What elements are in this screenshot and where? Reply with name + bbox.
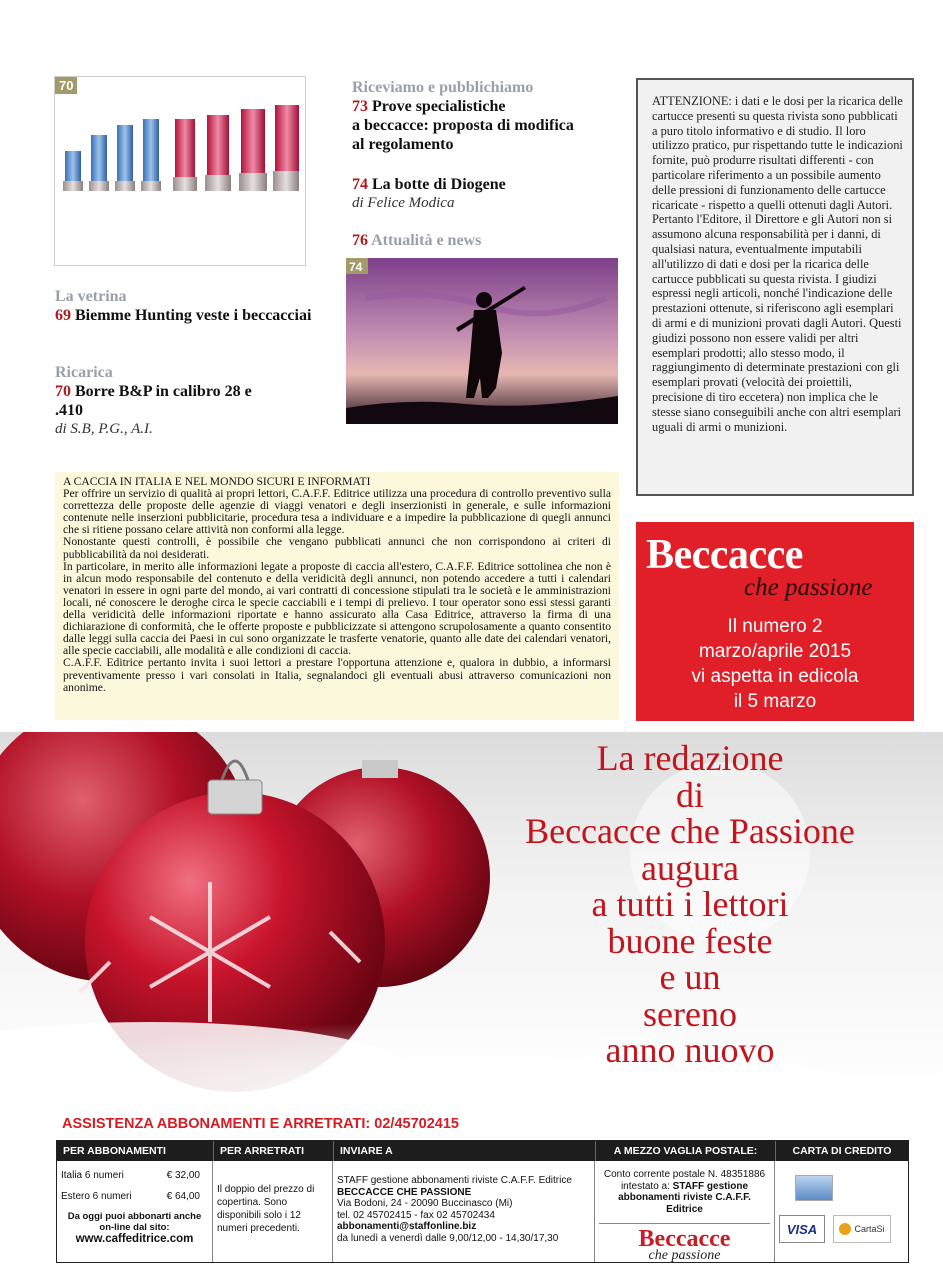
hunter-silhouette-image [346,258,618,424]
magazine-logo-subtitle: che passione [744,574,873,601]
section-label: 76 Attualità e news [352,232,482,249]
subscription-table [56,1140,909,1263]
arretrati-column: Il doppio del prezzo di copertina. Sono disponibili solo i 12 numeri precedenti. [213,1161,333,1262]
promo-text: Il numero 2 marzo/aprile 2015 vi aspetta in edicola il 5 marzo [691,616,859,712]
caccia-paragraph: Per offrire un servizio di qualità ai propri lettori, C.A.F.F. Editrice utilizza una procedura di controllo preventivo sulla correttezza delle proposte delle agenzie di viaggi venatori e degli inserzionisti in generale, e sulle informazioni contenute nelle inserzioni pubblicitarie, procedura tesa a individuare e a impedire la pubblicazione di quegli annunci che si ritiene possano celare attività non conformi alla legge. [63,487,611,537]
vaglia-column: Conto corrente postale N. 48351886 intestato a: STAFF gestione abbonamenti riviste C.A.F.F. Editrice Beccacce che passione [595,1161,775,1262]
shells-thumbnail [54,76,306,266]
amex-card-icon [795,1175,833,1201]
subscription-title: ASSISTENZA ABBONAMENTI E ARRETRATI: 02/45702415 [62,1116,459,1132]
toc-botte[interactable] [352,175,622,212]
next-issue-promo [636,522,914,721]
toc-attualita[interactable] [352,232,622,250]
magazine-logo: Beccacce che passione [599,1223,770,1262]
caccia-paragraph: Nonostante questi controlli, è possibile che vengano pubblicati annunci che non corrispondono ai criteri di pubblicabilità da noi desiderati. [63,535,611,561]
col-header: CARTA DI CREDITO [775,1141,908,1161]
visa-card-icon: VISA [779,1215,825,1243]
author-line: di Felice Modica [352,195,455,211]
page-badge: 74 [349,260,363,274]
section-label: Riceviamo e pubblichiamo [352,79,534,96]
abbonamenti-column: Italia 6 numeri € 32,00 Estero 6 numeri € 64,00 Da oggi puoi abbonarti anche on-line dal sito: www.caffeditrice.com [57,1161,213,1262]
toc-riceviamo[interactable] [352,79,622,154]
author-line: di S.B, P.G., A.I. [55,421,153,437]
section-label: Ricarica [55,364,113,381]
toc-ricarica[interactable] [55,364,255,438]
greeting-text: La redazione di Beccacce che Passione augura a tutti i lettori buone feste e un sereno anno nuovo [525,738,855,1070]
col-header: PER ARRETRATI [213,1141,333,1161]
attention-text: ATTENZIONE: i dati e le dosi per la ricarica delle cartucce presenti su questa rivista sono pubblicati a puro titolo informativo e di studio. Il loro utilizzo pratico, pur rispettando tutte le indicazioni fornite, può produrre risultati differenti - con particolare riferimento a un possibile aumento delle pressioni di funzionamento delle cartucce ricaricate - rispetto a quelli ottenuti dagli Autori. Pertanto l'Editore, il Direttore e gli Autori non si assumono alcuna responsabilità per i danni, di qualsiasi natura, eventualmente imputabili all'utilizzo di dati e dosi per la ricarica delle cartucce pubblicati su questa rivista. I giudizi espressi negli articoli, nonché l'indicazione delle prestazioni ottenute, si riferiscono agli esemplari di armi e di munizioni provati dagli Autori. Questi giudizi possono non essere validi per altri esemplari prodotti; allo stesso modo, il raggiungimento di determinate prestazioni con gli esemplari provati (velocità dei proiettili, precisione di tiro eccetera) non implica che le stesse siano conseguibili anche con altri esemplari uguali di armi o munizioni. [652,94,903,434]
christmas-greeting-banner [0,732,943,1104]
toc-entry-title: 74 La botte di Diogene [352,176,506,193]
col-header: INVIARE A [333,1141,595,1161]
col-header: A MEZZO VAGLIA POSTALE: [595,1141,775,1161]
email-link[interactable]: abbonamenti@staffonline.biz [337,1221,477,1232]
carta-column [775,1161,908,1262]
cartasi-card-icon: CartaSi [833,1215,891,1243]
section-label: La vetrina [55,288,127,305]
toc-entry-title: 73 Prove specialistiche a beccacce: proposta di modifica al regolamento [352,98,574,153]
toc-entry-title: 70 Borre B&P in calibro 28 e .410 [55,383,252,419]
inviare-column: STAFF gestione abbonamenti riviste C.A.F.F. Editrice BECCACCE CHE PASSIONE Via Bodoni, 24 - 20090 Buccinasco (Mi) tel. 02 45702415 - fax 02 45702434 abbonamenti@staffonline.biz da lunedì a venerdì dalle 9,00/12,00 - 14,30/17,30 [333,1161,595,1262]
col-header: PER ABBONAMENTI [57,1141,213,1161]
cartridge-shells-image [63,105,299,195]
page-badge: 70 [55,77,77,94]
magazine-logo-title: Beccacce [646,532,803,578]
caccia-heading: A CACCIA IN ITALIA E NEL MONDO SICURI E INFORMATI [63,475,371,488]
caccia-paragraph: In particolare, in merito alle informazioni legate a proposte di caccia all'estero, C.A.F.F. Editrice sottolinea che non è in alcun modo responsabile del contenuto e della veridicità degli annunci, non potendo accedere a tutti i calendari venatori in essere in ogni parte del mondo, ai vari contratti di concessione stipulati tra le società e le amministrazioni locali, né conoscere le deroghe circa le specie cacciabili e i tempi di prelievo. I tour operator sono essi stessi garanti della veridicità delle informazioni riportate e hanno assicurato alla Casa Editrice, attraverso la firma di una dichiarazione di conformità, che le offerte proposte e pubblicizzate si attengono scrupolosamente a quanto consentito dalle leggi sulla caccia dei Paesi in cui sono organizzate le trasferte venatorie, quanto alle date dei calendari venatori, alle specie cacciabili, alle modalità e alle condizioni di caccia. [63,559,611,658]
caccia-paragraph: C.A.F.F. Editrice pertanto invita i suoi lettori a prestare l'opportuna attenzione e, qualora in dubbio, a informarsi preventivamente presso i vari consolati in Italia, segnalandoci gli eventuali abusi attraverso comunicazioni non anonime. [63,656,611,694]
toc-vetrina[interactable] [55,288,315,325]
caccia-info-box [55,472,619,720]
attention-notice [636,78,914,496]
website-link[interactable]: www.caffeditrice.com [75,1233,194,1245]
toc-entry-title: 69 Biemme Hunting veste i beccacciai [55,307,312,324]
hunter-sunset-photo [346,258,618,424]
